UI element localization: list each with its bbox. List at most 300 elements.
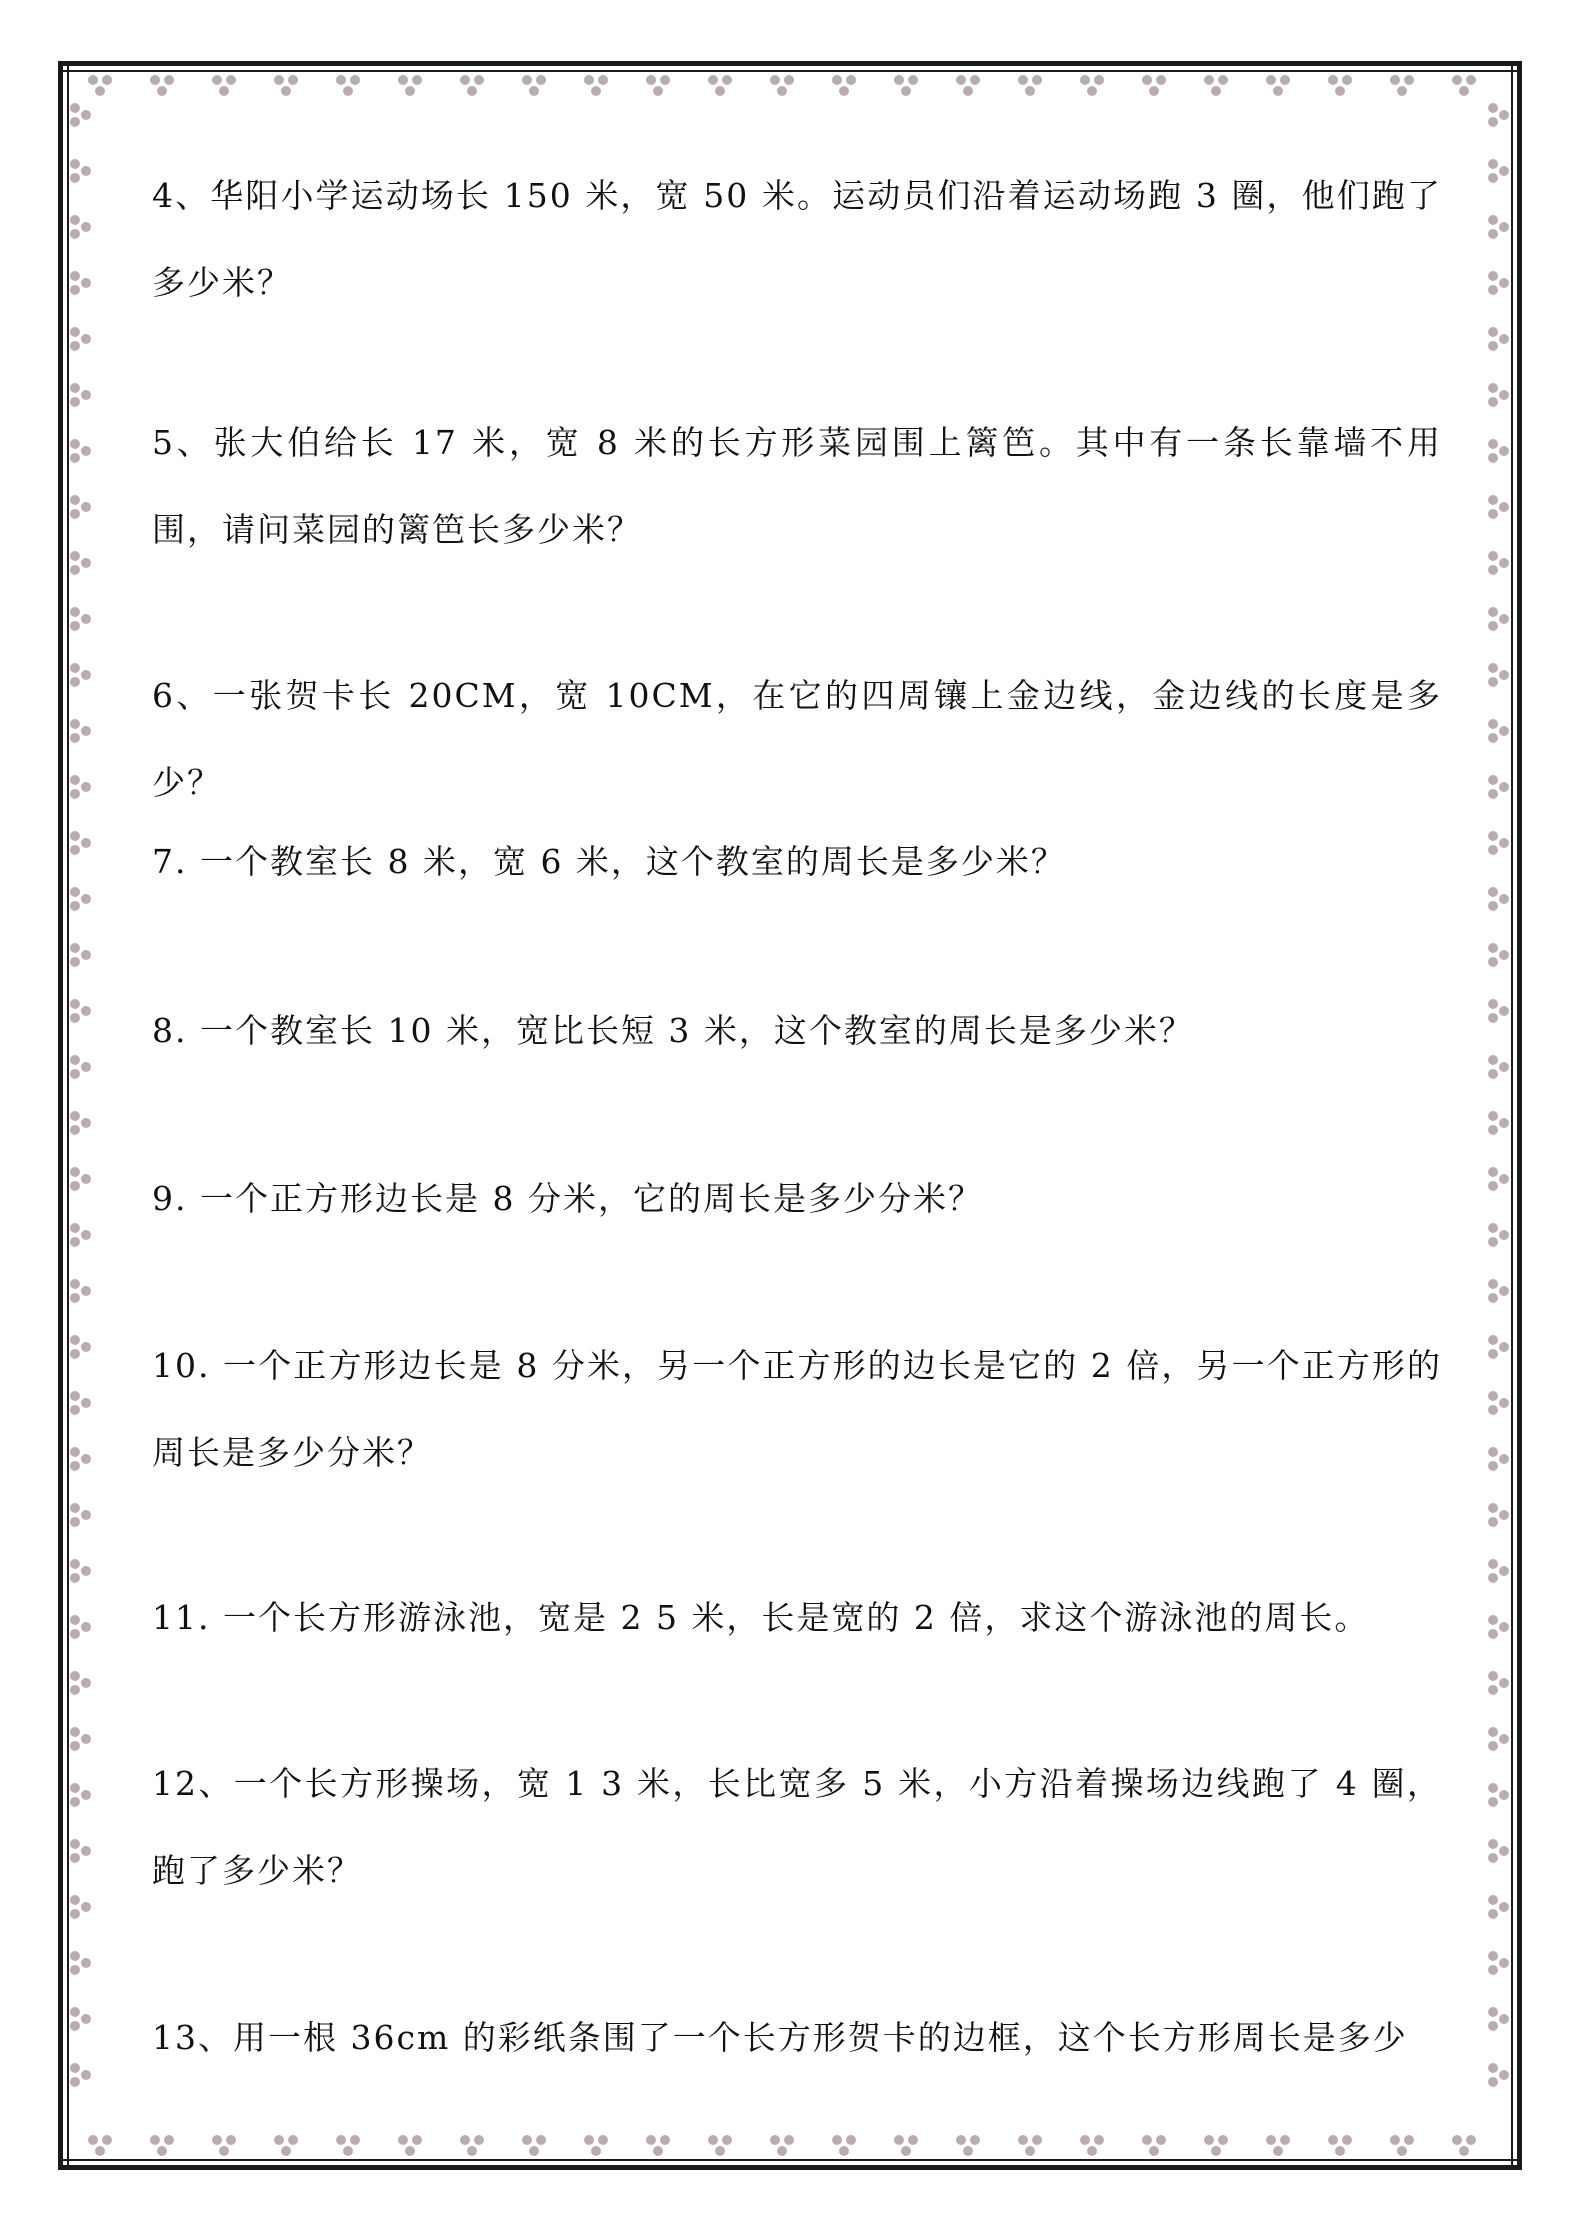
border-dot: [536, 2135, 546, 2145]
border-dot: [70, 1965, 80, 1975]
border-dot: [708, 2135, 718, 2145]
problem-5: 5、张大伯给长 17 米，宽 8 米的长方形菜园围上篱笆。其中有一条长靠墙不用围，请问菜园的篱笆长多少米？: [152, 423, 1442, 549]
border-dot: [274, 2135, 284, 2145]
border-dot: [1488, 2063, 1498, 2073]
border-dot: [1499, 222, 1509, 232]
border-dot: [1488, 1741, 1498, 1751]
border-dot: [1499, 1230, 1509, 1240]
border-dot: [1488, 789, 1498, 799]
border-dot: [1488, 1223, 1498, 1233]
border-dot: [70, 551, 80, 561]
border-dot: [1390, 75, 1400, 85]
border-dot: [1404, 2135, 1414, 2145]
border-dot: [70, 341, 80, 351]
border-dot: [70, 285, 80, 295]
border-dot: [1488, 383, 1498, 393]
border-dot: [1499, 1398, 1509, 1408]
border-dot: [1452, 2135, 1462, 2145]
border-dot: [1280, 2135, 1290, 2145]
border-dot: [350, 75, 360, 85]
border-dot: [70, 103, 80, 113]
border-dot: [70, 733, 80, 743]
border-dot: [81, 334, 91, 344]
border-dot: [1488, 1783, 1498, 1793]
border-dot: [81, 1062, 91, 1072]
border-dot: [70, 2077, 80, 2087]
border-dot: [1488, 509, 1498, 519]
border-dot: [70, 159, 80, 169]
border-dot: [1499, 1342, 1509, 1352]
border-dot: [157, 86, 167, 96]
border-dot: [708, 75, 718, 85]
border-dot: [95, 2146, 105, 2156]
border-dot: [157, 2146, 167, 2156]
border-dot: [1488, 621, 1498, 631]
border-dot: [584, 2135, 594, 2145]
border-dot: [1488, 1629, 1498, 1639]
border-dot: [901, 86, 911, 96]
border-dot: [970, 2135, 980, 2145]
border-dot: [70, 397, 80, 407]
border-dot: [963, 2146, 973, 2156]
border-dot: [81, 446, 91, 456]
border-dot: [336, 2135, 346, 2145]
border-dot: [70, 1181, 80, 1191]
border-dot: [70, 663, 80, 673]
border-dot: [1488, 551, 1498, 561]
border-dot: [1488, 1797, 1498, 1807]
border-dot: [839, 86, 849, 96]
border-dot: [784, 75, 794, 85]
border-dot: [70, 1167, 80, 1177]
border-dot: [1488, 1503, 1498, 1513]
border-dot: [1499, 1286, 1509, 1296]
border-dot: [398, 75, 408, 85]
border-dot: [70, 2007, 80, 2017]
border-dot: [1488, 1461, 1498, 1471]
border-dot: [70, 901, 80, 911]
border-dot: [1488, 1181, 1498, 1191]
border-dot: [70, 1447, 80, 1457]
border-dot: [460, 75, 470, 85]
border-dot: [1488, 1615, 1498, 1625]
border-dot: [1025, 2146, 1035, 2156]
border-dot: [1499, 782, 1509, 792]
border-dot: [1499, 1566, 1509, 1576]
border-dot: [70, 1405, 80, 1415]
border-dot: [1488, 1447, 1498, 1457]
border-dot: [1488, 887, 1498, 897]
border-dot: [70, 383, 80, 393]
border-dot: [1488, 439, 1498, 449]
border-dot: [1499, 1958, 1509, 1968]
border-dot: [1466, 2135, 1476, 2145]
border-dot: [102, 2135, 112, 2145]
border-dot: [1488, 775, 1498, 785]
border-dot: [81, 614, 91, 624]
border-dot: [219, 86, 229, 96]
border-dot: [1488, 1167, 1498, 1177]
border-dot: [81, 390, 91, 400]
border-dot: [522, 75, 532, 85]
border-dot: [1499, 110, 1509, 120]
border-dot: [846, 2135, 856, 2145]
border-dot: [529, 86, 539, 96]
border-dot: [81, 1510, 91, 1520]
border-dot: [1488, 1685, 1498, 1695]
border-dot: [102, 75, 112, 85]
border-dot: [474, 2135, 484, 2145]
border-dot: [1488, 2021, 1498, 2031]
border-dot: [1218, 75, 1228, 85]
border-dot: [274, 75, 284, 85]
border-dot: [70, 607, 80, 617]
border-dot: [1488, 957, 1498, 967]
border-dot: [1488, 1895, 1498, 1905]
border-dot: [81, 838, 91, 848]
border-bottom-inner: [58, 2159, 1522, 2161]
border-dot: [598, 75, 608, 85]
border-dot: [70, 1615, 80, 1625]
border-dot: [770, 75, 780, 85]
border-dot: [212, 75, 222, 85]
border-dot: [70, 1335, 80, 1345]
border-dot: [1273, 86, 1283, 96]
border-dot: [70, 1293, 80, 1303]
border-dot: [660, 75, 670, 85]
border-dot: [70, 1517, 80, 1527]
border-dot: [1087, 2146, 1097, 2156]
border-dot: [70, 271, 80, 281]
border-dot: [70, 229, 80, 239]
border-dot: [70, 1853, 80, 1863]
border-dot: [1156, 75, 1166, 85]
border-dot: [1142, 2135, 1152, 2145]
border-dot: [70, 1391, 80, 1401]
border-dot: [1488, 2007, 1498, 2017]
border-dot: [474, 75, 484, 85]
border-dot: [1488, 1671, 1498, 1681]
border-dot: [81, 1006, 91, 1016]
border-dot: [1488, 901, 1498, 911]
border-dot: [70, 117, 80, 127]
border-dot: [1499, 334, 1509, 344]
border-dot: [70, 943, 80, 953]
border-dot: [81, 2070, 91, 2080]
border-dot: [1499, 1678, 1509, 1688]
border-dot: [777, 2146, 787, 2156]
border-dot: [1499, 278, 1509, 288]
border-dot: [1018, 75, 1028, 85]
border-dot: [70, 1839, 80, 1849]
border-dot: [70, 565, 80, 575]
border-dot: [70, 495, 80, 505]
border-dot: [81, 1622, 91, 1632]
border-dot: [591, 2146, 601, 2156]
border-dot: [81, 2014, 91, 2024]
border-dot: [1459, 2146, 1469, 2156]
border-dot: [150, 2135, 160, 2145]
border-dot: [70, 789, 80, 799]
border-dot: [1149, 2146, 1159, 2156]
border-dot: [288, 75, 298, 85]
border-dot: [81, 894, 91, 904]
border-dot: [226, 75, 236, 85]
border-dot: [70, 845, 80, 855]
border-dot: [1488, 1279, 1498, 1289]
border-dot: [1488, 1391, 1498, 1401]
border-dot: [784, 2135, 794, 2145]
border-dot: [70, 1349, 80, 1359]
border-dot: [1335, 86, 1345, 96]
border-dot: [1094, 2135, 1104, 2145]
border-dot: [1499, 558, 1509, 568]
border-dot: [70, 1895, 80, 1905]
border-dot: [1499, 390, 1509, 400]
border-dot: [1499, 1118, 1509, 1128]
border-dot: [81, 1230, 91, 1240]
border-dot: [1404, 75, 1414, 85]
border-dot: [81, 166, 91, 176]
border-dot: [70, 2063, 80, 2073]
border-dot: [70, 1671, 80, 1681]
border-dot: [1499, 614, 1509, 624]
border-dot: [70, 1797, 80, 1807]
border-dot: [646, 2135, 656, 2145]
border-dot: [70, 215, 80, 225]
border-top-inner: [58, 70, 1522, 72]
border-right-inner: [1511, 61, 1513, 2170]
border-dot: [1499, 950, 1509, 960]
border-dot: [722, 75, 732, 85]
border-dot: [81, 782, 91, 792]
border-dot: [1204, 2135, 1214, 2145]
border-dot: [1266, 2135, 1276, 2145]
border-dot: [1488, 1125, 1498, 1135]
border-dot: [1499, 1790, 1509, 1800]
border-dot: [350, 2135, 360, 2145]
border-dot: [70, 173, 80, 183]
border-dot: [412, 75, 422, 85]
border-dot: [70, 719, 80, 729]
border-dot: [70, 1503, 80, 1513]
border-dot: [1094, 75, 1104, 85]
border-dot: [1488, 215, 1498, 225]
border-dot: [70, 957, 80, 967]
border-dot: [832, 2135, 842, 2145]
border-dot: [1488, 495, 1498, 505]
border-dot: [1499, 726, 1509, 736]
border-dot: [81, 1734, 91, 1744]
border-dot: [70, 1069, 80, 1079]
border-dot: [81, 1454, 91, 1464]
border-dot: [715, 2146, 725, 2156]
border-dot: [1488, 1727, 1498, 1737]
border-dot: [1488, 285, 1498, 295]
problem-12: 12、一个长方形操场，宽 1 3 米，长比宽多 5 米，小方沿着操场边线跑了 4 圈，跑了多少米？: [152, 1764, 1442, 1890]
border-dot: [81, 950, 91, 960]
border-dot: [1397, 2146, 1407, 2156]
border-dot: [1218, 2135, 1228, 2145]
border-dot: [1488, 1069, 1498, 1079]
border-dot: [81, 1902, 91, 1912]
border-dot: [70, 1783, 80, 1793]
border-dot: [70, 1629, 80, 1639]
border-dot: [839, 2146, 849, 2156]
border-dot: [1499, 446, 1509, 456]
border-dot: [1488, 663, 1498, 673]
border-dot: [1499, 1622, 1509, 1632]
border-dot: [70, 999, 80, 1009]
border-dot: [95, 86, 105, 96]
border-dot: [81, 502, 91, 512]
border-dot: [150, 75, 160, 85]
border-dot: [412, 2135, 422, 2145]
border-dot: [288, 2135, 298, 2145]
border-dot: [1032, 75, 1042, 85]
border-dot: [1488, 397, 1498, 407]
border-dot: [81, 726, 91, 736]
border-dot: [777, 86, 787, 96]
border-dot: [1488, 327, 1498, 337]
border-dot: [1488, 1335, 1498, 1345]
border-dot: [70, 1559, 80, 1569]
border-dot: [467, 2146, 477, 2156]
border-dot: [88, 2135, 98, 2145]
border-dot: [1280, 75, 1290, 85]
border-dot: [1499, 1454, 1509, 1464]
border-dot: [1488, 677, 1498, 687]
border-dot: [1025, 86, 1035, 96]
border-dot: [1488, 1909, 1498, 1919]
border-dot: [1335, 2146, 1345, 2156]
problem-11: 11. 一个长方形游泳池，宽是 2 5 米，长是宽的 2 倍，求这个游泳池的周长。: [152, 1598, 1370, 1637]
border-dot: [715, 86, 725, 96]
border-dot: [1488, 1349, 1498, 1359]
border-dot: [1488, 1559, 1498, 1569]
border-dot: [1488, 719, 1498, 729]
border-dot: [584, 75, 594, 85]
border-dot: [1488, 159, 1498, 169]
border-dot: [1499, 1902, 1509, 1912]
border-dot: [1499, 838, 1509, 848]
border-dot: [908, 2135, 918, 2145]
border-dot: [1459, 86, 1469, 96]
problem-8: 8. 一个教室长 10 米，宽比长短 3 米，这个教室的周长是多少米？: [152, 1011, 1194, 1050]
border-dot: [1488, 1853, 1498, 1863]
border-dot: [1488, 229, 1498, 239]
border-dot: [1488, 1013, 1498, 1023]
border-dot: [1499, 2070, 1509, 2080]
border-dot: [1488, 117, 1498, 127]
border-left-inner: [67, 61, 69, 2170]
border-dot: [1488, 1055, 1498, 1065]
border-dot: [281, 2146, 291, 2156]
border-dot: [1488, 1951, 1498, 1961]
border-dot: [956, 2135, 966, 2145]
border-dot: [1342, 75, 1352, 85]
border-dot: [846, 75, 856, 85]
border-dot: [894, 2135, 904, 2145]
border-dot: [88, 75, 98, 85]
border-dot: [70, 621, 80, 631]
border-dot: [281, 86, 291, 96]
border-dot: [1149, 86, 1159, 96]
border-dot: [660, 2135, 670, 2145]
border-dot: [81, 1174, 91, 1184]
border-dot: [343, 2146, 353, 2156]
border-dot: [1488, 1293, 1498, 1303]
border-dot: [1488, 1405, 1498, 1415]
border-dot: [70, 775, 80, 785]
border-dot: [212, 2135, 222, 2145]
border-dot: [81, 1342, 91, 1352]
border-dot: [81, 1790, 91, 1800]
border-dot: [1488, 607, 1498, 617]
border-dot: [1499, 894, 1509, 904]
border-dot: [908, 75, 918, 85]
border-dot: [405, 86, 415, 96]
border-dot: [1488, 1517, 1498, 1527]
border-dot: [1488, 103, 1498, 113]
border-dot: [1211, 2146, 1221, 2156]
border-dot: [226, 2135, 236, 2145]
border-dot: [70, 1741, 80, 1751]
border-dot: [81, 1398, 91, 1408]
border-dot: [336, 75, 346, 85]
problem-10: 10. 一个正方形边长是 8 分米，另一个正方形的边长是它的 2 倍，另一个正方形的周长是多少分米？: [152, 1346, 1442, 1472]
border-dot: [1018, 2135, 1028, 2145]
border-dot: [70, 1111, 80, 1121]
border-dot: [81, 1286, 91, 1296]
border-dot: [1156, 2135, 1166, 2145]
border-dot: [70, 1909, 80, 1919]
border-dot: [70, 1573, 80, 1583]
border-dot: [894, 75, 904, 85]
border-dot: [1488, 733, 1498, 743]
border-dot: [460, 2135, 470, 2145]
border-dot: [81, 670, 91, 680]
border-dot: [70, 1125, 80, 1135]
border-dot: [405, 2146, 415, 2156]
border-dot: [653, 2146, 663, 2156]
border-dot: [1080, 2135, 1090, 2145]
border-dot: [1499, 1846, 1509, 1856]
border-dot: [1080, 75, 1090, 85]
border-dot: [529, 2146, 539, 2156]
border-dot: [1204, 75, 1214, 85]
border-dot: [81, 1118, 91, 1128]
border-dot: [81, 1678, 91, 1688]
border-dot: [1488, 999, 1498, 1009]
border-dot: [1499, 1510, 1509, 1520]
border-dot: [1142, 75, 1152, 85]
border-dot: [70, 1951, 80, 1961]
border-dot: [1342, 2135, 1352, 2145]
border-dot: [164, 75, 174, 85]
border-dot: [646, 75, 656, 85]
border-dot: [1211, 86, 1221, 96]
border-dot: [81, 222, 91, 232]
border-dot: [70, 1223, 80, 1233]
border-dot: [70, 439, 80, 449]
border-dot: [832, 75, 842, 85]
border-dot: [1087, 86, 1097, 96]
border-dot: [653, 86, 663, 96]
border-dot: [70, 831, 80, 841]
problem-6: 6、一张贺卡长 20CM，宽 10CM，在它的四周镶上金边线，金边线的长度是多少？: [152, 676, 1442, 802]
border-dot: [164, 2135, 174, 2145]
